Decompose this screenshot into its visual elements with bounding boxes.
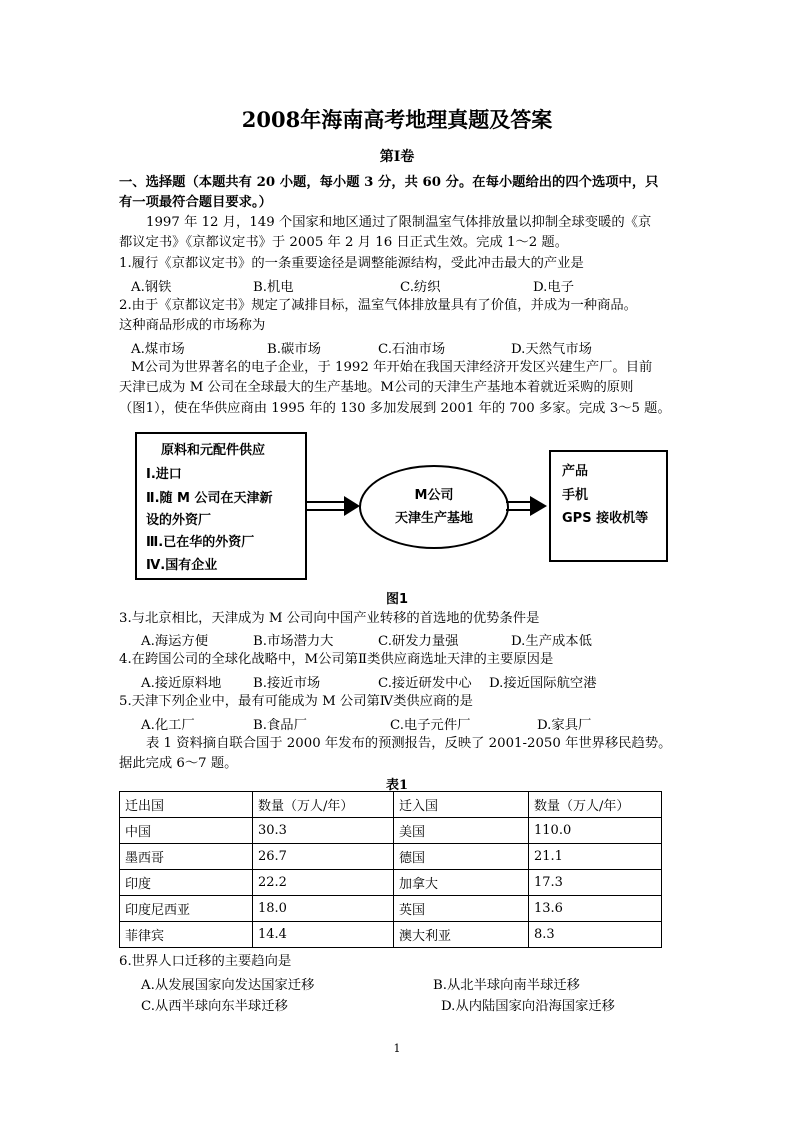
supply-item-3: Ⅲ.已在华的外资厂 [146, 535, 255, 550]
cell-destination: 美国 [394, 818, 529, 844]
passage2-line3: （图1），使在华供应商由 1995 年的 130 多加发展到 2001 年的 700 多家。完成 3～5 题。 [119, 401, 671, 416]
cell-origin-count: 18.0 [253, 896, 394, 922]
q1-option-d: D.电子 [533, 280, 575, 295]
table-row [120, 870, 662, 896]
q4-option-b: B.接近市场 [253, 676, 321, 691]
cell-destination-count: 21.1 [529, 844, 662, 870]
page-title: 2008年海南高考地理真题及答案 [241, 107, 553, 132]
q6-option-b: B.从北半球向南半球迁移 [433, 978, 580, 993]
table-header-row [120, 792, 662, 818]
q2-option-c: C.石油市场 [378, 342, 446, 357]
cell-origin: 中国 [120, 818, 253, 844]
product-item-1: 手机 [562, 488, 589, 503]
q3-option-c: C.研发力量强 [378, 634, 459, 649]
header-origin: 迁出国 [120, 792, 253, 818]
q4-stem: 4.在跨国公司的全球化战略中，M公司第Ⅱ类供应商选址天津的主要原因是 [119, 652, 554, 667]
supply-item-4: Ⅳ.国有企业 [146, 558, 218, 573]
q5-option-b: B.食品厂 [253, 718, 307, 733]
q3-option-d: D.生产成本低 [511, 634, 592, 649]
q2-option-a: A.煤市场 [131, 342, 185, 357]
page-number: 1 [393, 1042, 401, 1055]
section-header-line2: 有一项最符合题目要求。） [119, 195, 272, 210]
q1-option-c: C.纺织 [400, 280, 441, 295]
q3-option-a: A.海运方便 [141, 634, 209, 649]
q5-option-d: D.家具厂 [537, 718, 592, 733]
arrow-base-to-product [506, 496, 547, 516]
figure-caption: 图1 [385, 592, 409, 607]
supply-title: 原料和元配件供应 [161, 443, 266, 458]
q5-option-c: C.电子元件厂 [390, 718, 471, 733]
q6-stem: 6.世界人口迁移的主要趋向是 [119, 954, 292, 969]
cell-destination: 澳大利亚 [394, 922, 529, 948]
cell-origin-count: 14.4 [253, 922, 394, 948]
q3-option-b: B.市场潜力大 [253, 634, 334, 649]
cell-origin: 印度 [120, 870, 253, 896]
q5-stem: 5.天津下列企业中，最有可能成为 M 公司第Ⅳ类供应商的是 [119, 694, 473, 709]
q4-option-d: D.接近国际航空港 [489, 676, 597, 691]
volume-heading: 第Ⅰ卷 [379, 149, 415, 165]
q1-option-b: B.机电 [253, 280, 294, 295]
cell-origin-count: 30.3 [253, 818, 394, 844]
passage2-line2: 天津已成为 M 公司在全球最大的生产基地。M公司的天津生产基地本着就近采购的原则 [119, 380, 634, 395]
q4-option-a: A.接近原料地 [141, 676, 222, 691]
q2-stem-line2: 这种商品形成的市场称为 [119, 318, 266, 333]
q5-option-a: A.化工厂 [141, 718, 195, 733]
q6-option-c: C.从西半球向东半球迁移 [141, 999, 288, 1014]
passage2-line1: M公司为世界著名的电子企业，于 1992 年开始在我国天津经济开发区兴建生产厂。目前 [131, 360, 653, 375]
table-caption: 表1 [385, 778, 409, 793]
table-row [120, 818, 662, 844]
supply-item-2: Ⅱ.随 M 公司在天津新 [146, 491, 273, 506]
cell-destination: 德国 [394, 844, 529, 870]
product-title: 产品 [562, 464, 589, 479]
q6-option-a: A.从发展国家向发达国家迁移 [141, 978, 315, 993]
center-line2: 天津生产基地 [394, 511, 473, 526]
q4-option-c: C.接近研发中心 [378, 676, 472, 691]
passage1-line1: 1997 年 12 月，149 个国家和地区通过了限制温室气体排放量以抑制全球变暖的《京 [146, 215, 652, 230]
cell-destination-count: 110.0 [529, 818, 662, 844]
q2-option-b: B.碳市场 [267, 342, 321, 357]
passage3-line2: 据此完成 6～7 题。 [119, 756, 238, 771]
product-item-2: GPS 接收机等 [562, 511, 649, 526]
header-origin-count: 数量（万人/年） [253, 792, 394, 818]
cell-destination: 英国 [394, 896, 529, 922]
migration-table [119, 791, 662, 948]
arrow-supply-to-base [306, 496, 360, 516]
supply-item-2-cont: 设的外资厂 [146, 513, 212, 528]
q2-stem-line1: 2.由于《京都议定书》规定了减排目标，温室气体排放量具有了价值，并成为一种商品。 [119, 298, 637, 313]
header-destination: 迁入国 [394, 792, 529, 818]
q3-stem: 3.与北京相比，天津成为 M 公司向中国产业转移的首选地的优势条件是 [119, 611, 540, 626]
cell-destination-count: 8.3 [529, 922, 662, 948]
cell-destination-count: 13.6 [529, 896, 662, 922]
q1-option-a: A.钢铁 [131, 280, 172, 295]
q1-stem: 1.履行《京都议定书》的一条重要途径是调整能源结构，受此冲击最大的产业是 [119, 256, 584, 271]
passage1-line2: 都议定书》《京都议定书》于 2005 年 2 月 16 日正式生效。完成 1～2 题。 [119, 235, 569, 250]
q2-option-d: D.天然气市场 [511, 342, 592, 357]
passage3-line1: 表 1 资料摘自联合国于 2000 年发布的预测报告，反映了 2001-2050 年世界移民趋势。 [146, 736, 672, 751]
cell-origin-count: 22.2 [253, 870, 394, 896]
supply-item-1: Ⅰ.进口 [146, 467, 182, 482]
cell-origin: 印度尼西亚 [120, 896, 253, 922]
cell-destination-count: 17.3 [529, 870, 662, 896]
table-row [120, 896, 662, 922]
cell-origin: 菲律宾 [120, 922, 253, 948]
center-line1: M公司 [414, 488, 454, 503]
q6-option-d: D.从内陆国家向沿海国家迁移 [441, 999, 615, 1014]
table-row [120, 922, 662, 948]
section-header-line1: 一、选择题（本题共有 20 小题，每小题 3 分，共 60 分。在每小题给出的四个选项中，只 [119, 175, 659, 190]
cell-destination: 加拿大 [394, 870, 529, 896]
cell-origin: 墨西哥 [120, 844, 253, 870]
header-destination-count: 数量（万人/年） [529, 792, 662, 818]
table-row [120, 844, 662, 870]
cell-origin-count: 26.7 [253, 844, 394, 870]
